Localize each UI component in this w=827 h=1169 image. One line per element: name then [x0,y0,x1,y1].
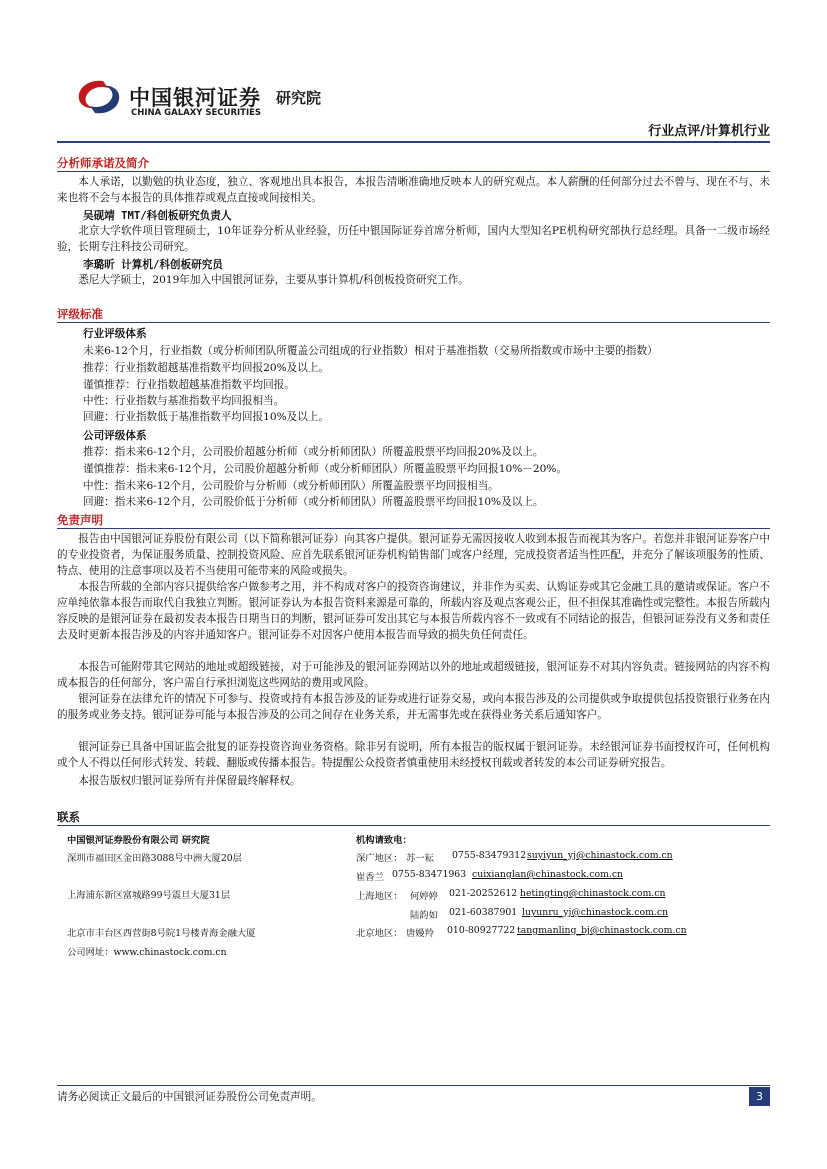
analyst-2-title: 李璐昕 计算机/科创板研究员 [83,259,223,271]
disclaimer-paragraph: 本报告所载的全部内容只提供给客户做参考之用，并不构成对客户的投资咨询建议，并非作为买卖、认购证券或其它金融工具的邀请或保证。客户不应单纯依靠本报告而取代自我独立判断。银河证券认为本报告资料来源是可靠的，所载内容及观点客观公正，但不担保其准确性或完整性。本报告所载内容反映的是银河证券在最初发表本报告日期当日的判断，银河证券可发出其它与本报告所载内容不一致或有不同结论的报告，但银河证券没有义务和责任去及时更新本报告涉及的内容并通知客户。银河证券不对因客户使用本报告而导致的损失负任何责任。 [57,581,770,641]
analyst-heading: 分析师承诺及简介 [57,156,149,170]
agency-contact-title: 机构请致电： [356,835,412,846]
company-rating-title: 公司评级体系 [83,430,147,442]
contact-email-link[interactable]: cuixianglan@chinastock.com.cn [472,869,624,880]
company-website: 公司网址：www.chinastock.com.cn [67,947,227,958]
company-rating-line: 谨慎推荐：指未来6-12个月，公司股价超越分析师（或分析师团队）所覆盖股票平均回报10%－20%。 [83,463,568,475]
disclaimer-paragraph: 银河证券在法律允许的情况下可参与、投资或持有本报告涉及的证券或进行证券交易，或向本报告涉及的公司提供或争取提供包括投资银行业务在内的服务或业务支持。银河证券可能与本报告涉及的公司之间存在业务关系，并无需事先或在获得业务关系后通知客户。 [57,693,770,721]
page-number: 3 [749,1087,770,1106]
report-category: 行业点评/计算机行业 [648,124,770,139]
industry-rating-title: 行业评级体系 [83,328,147,340]
contact-email-link[interactable]: hetingting@chinastock.com.cn [520,888,666,899]
company-rating-line: 中性：指未来6-12个月，公司股价与分析师（或分析师团队）所覆盖股票平均回报相当。 [83,480,499,492]
contact-phone: 010-80927722 [447,925,516,936]
contact-email-link[interactable]: suyiyun_yj@chinastock.com.cn [527,850,673,861]
industry-rating-line: 中性：行业指数与基准指数平均回报相当。 [83,395,285,407]
industry-rating-line: 谨慎推荐：行业指数超越基准指数平均回报。 [83,379,295,391]
contact-address: 北京市丰台区西营街8号院1号楼青海金融大厦 [67,928,256,939]
contact-name: 何婷婷 [410,891,438,902]
logo-english-name: CHINA GALAXY SECURITIES [131,108,262,118]
rating-divider [57,322,770,323]
contact-name: 唐嫚羚 [406,928,434,939]
disclaimer-paragraph: 报告由中国银河证券股份有限公司（以下简称银河证券）向其客户提供。银河证券无需因接收人收到本报告而视其为客户。若您并非银河证券客户中的专业投资者，为保证服务质量、控制投资风险、应首先联系银河证券机构销售部门或客户经理，完成投资者适当性匹配，并充分了解该项服务的性质、特点、使用的注意事项以及若不当使用可能带来的风险或损失。 [57,533,770,577]
analyst-2-bio: 悉尼大学硕士，2019年加入中国银河证券，主要从事计算机/科创板投资研究工作。 [78,274,469,286]
contact-phone: 0755-83479312 [452,850,527,861]
contact-email-link[interactable]: luyunru_yj@chinastock.com.cn [522,907,669,918]
contact-address: 深圳市福田区金田路3088号中洲大厦20层 [67,853,242,864]
company-rating-line: 推荐：指未来6-12个月，公司股价超越分析师（或分析师团队）所覆盖股票平均回报20%及以上。 [83,446,544,458]
logo-institute: 研究院 [276,89,322,107]
analyst-1-bio: 北京大学软件项目管理硕士，10年证券分析从业经验，历任中银国际证券首席分析师，国内大型知名PE机构研究部执行总经理。具备一二级市场经验，长期专注科技公司研究。 [57,225,770,253]
contact-divider [57,825,770,826]
analyst-statement: 本人承诺，以勤勉的执业态度，独立、客观地出具本报告，本报告清晰准确地反映本人的研究观点。本人薪酬的任何部分过去不曾与、现在不与、未来也将不会与本报告的具体推荐或观点直接或间接相关。 [57,176,770,204]
logo-chinese-name: 中国银河证券 [129,86,261,110]
contact-region: 上海地区： [356,891,403,902]
galaxy-logo-icon [75,78,123,116]
contact-address: 上海浦东新区富城路99号震旦大厦31层 [67,890,231,901]
disclaimer-heading: 免责声明 [57,513,103,527]
disclaimer-paragraph: 本报告版权归银河证券所有并保留最终解释权。 [78,775,301,787]
contact-region: 北京地区： [356,928,403,939]
contact-heading: 联系 [57,810,80,824]
analyst-1-title: 吴砚靖 TMT/科创板研究负责人 [83,210,232,222]
header-divider [57,141,770,143]
industry-rating-line: 回避：行业指数低于基准指数平均回报10%及以上。 [83,411,330,423]
rating-heading: 评级标准 [57,307,103,321]
contact-phone: 021-60387901 [449,907,518,918]
industry-rating-line: 未来6-12个月，行业指数（或分析师团队所覆盖公司组成的行业指数）相对于基准指数（交易所指数或市场中主要的指数） [83,345,658,357]
contact-region: 深广地区： [356,853,403,864]
footer-divider [57,1085,770,1086]
contact-name: 陆韵如 [410,910,438,921]
contact-name: 苏一耘 [406,853,434,864]
company-rating-line: 回避：指未来6-12个月，公司股价低于分析师（或分析师团队）所覆盖股票平均回报10%及以上。 [83,496,544,508]
analyst-divider [57,171,770,172]
disclaimer-paragraph: 银河证券已具备中国证监会批复的证券投资咨询业务资格。除非另有说明，所有本报告的版权属于银河证券。未经银河证券书面授权许可，任何机构或个人不得以任何形式转发、转载、翻版或传播本报告。特提醒公众投资者慎重使用未经授权刊载或者转发的本公司证券研究报告。 [57,741,770,769]
disclaimer-paragraph: 本报告可能附带其它网站的地址或超级链接，对于可能涉及的银河证券网站以外的地址或超级链接，银河证券不对其内容负责。链接网站的内容不构成本报告的任何部分，客户需自行承担浏览这些网站的费用或风险。 [57,661,770,689]
contact-company: 中国银河证券股份有限公司 研究院 [67,835,210,846]
industry-rating-line: 推荐：行业指数超越基准指数平均回报20%及以上。 [83,362,330,374]
contact-name: 崔香兰 [356,872,384,883]
disclaimer-divider [57,528,770,529]
contact-email-link[interactable]: tangmanling_bj@chinastock.com.cn [517,925,687,936]
footer-notice: 请务必阅读正文最后的中国银河证券股份公司免责声明。 [57,1091,322,1103]
contact-phone: 021-20252612 [449,888,518,899]
contact-phone: 0755-83471963 [392,869,467,880]
